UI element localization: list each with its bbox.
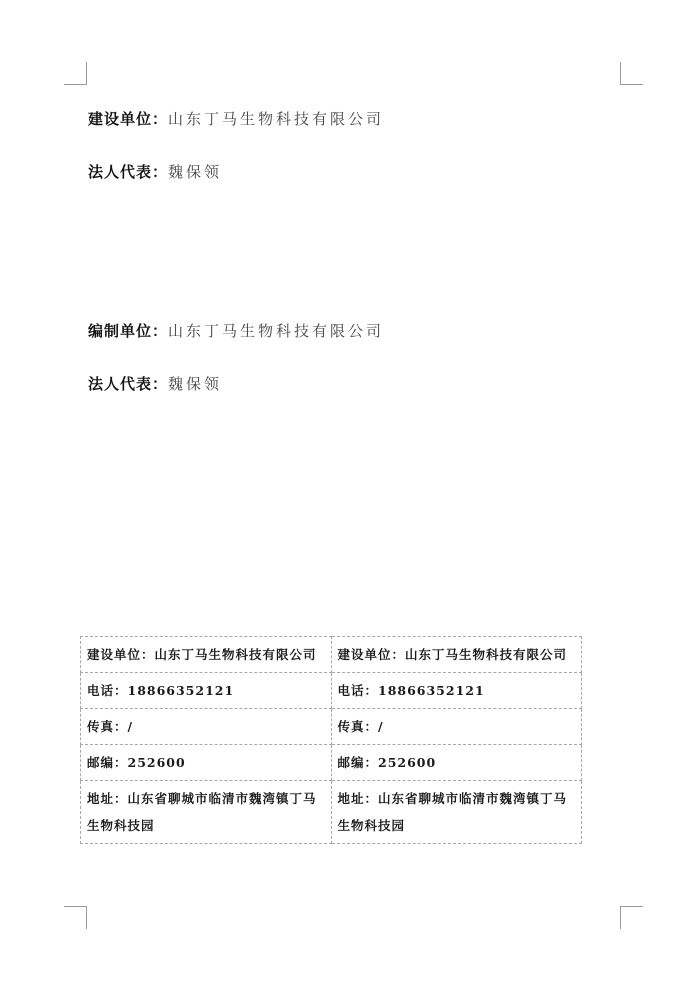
left-address-cell: 地址：山东省聊城市临清市魏湾镇丁马生物科技园 — [81, 781, 332, 844]
left-construction-unit-cell: 建设单位：山东丁马生物科技有限公司 — [81, 637, 332, 673]
page-corner-mark-bottom-right — [620, 906, 643, 929]
legal-representative-value: 魏保领 — [168, 163, 223, 181]
table-row — [81, 637, 582, 673]
contact-info-table — [80, 636, 582, 844]
right-postcode-cell: 邮编：252600 — [331, 745, 582, 781]
left-phone-cell: 电话：18866352121 — [81, 673, 332, 709]
construction-unit-line — [88, 109, 384, 129]
page-corner-mark-bottom-left — [64, 906, 87, 929]
legal-representative-label: 法人代表： — [88, 163, 169, 181]
compiler-legal-representative-line — [88, 374, 222, 394]
right-phone-cell: 电话：18866352121 — [331, 673, 582, 709]
construction-unit-label: 建设单位： — [88, 110, 169, 128]
table-row — [81, 673, 582, 709]
compiling-unit-line — [88, 321, 384, 341]
table-row — [81, 745, 582, 781]
construction-unit-value: 山东丁马生物科技有限公司 — [168, 110, 385, 128]
table-row — [81, 781, 582, 844]
page-corner-mark-top-left — [64, 62, 87, 85]
left-postcode-cell: 邮编：252600 — [81, 745, 332, 781]
table-row — [81, 709, 582, 745]
compiling-unit-label: 编制单位： — [88, 322, 169, 340]
right-construction-unit-cell: 建设单位：山东丁马生物科技有限公司 — [331, 637, 582, 673]
legal-representative-line — [88, 162, 222, 182]
left-fax-cell: 传真：/ — [81, 709, 332, 745]
page-corner-mark-top-right — [620, 62, 643, 85]
right-address-cell: 地址：山东省聊城市临清市魏湾镇丁马生物科技园 — [331, 781, 582, 844]
compiling-unit-value: 山东丁马生物科技有限公司 — [168, 322, 385, 340]
compiler-legal-representative-value: 魏保领 — [168, 375, 223, 393]
right-fax-cell: 传真：/ — [331, 709, 582, 745]
compiler-legal-representative-label: 法人代表： — [88, 375, 169, 393]
